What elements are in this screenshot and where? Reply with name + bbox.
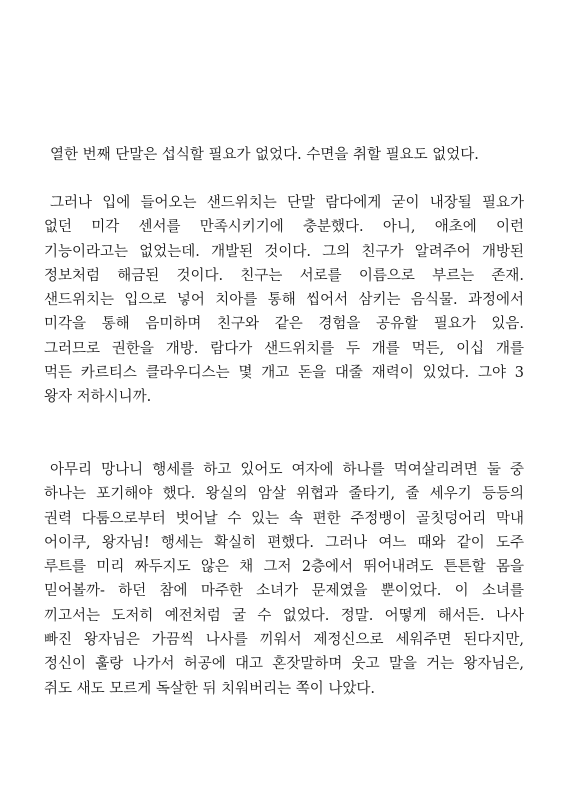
- text-line: 왕자 저하시니까.: [44, 389, 152, 406]
- text-line: 정보처럼 해금된 것이다. 친구는 서로를 이름으로 부르는 존재.: [44, 267, 524, 284]
- text-line: 어이쿠, 왕자님! 행세는 확실히 편했다. 그러나 여느 때와 같이 도주: [44, 534, 524, 551]
- text-line: 믿어볼까- 하던 참에 마주한 소녀가 문제였을 뿐이었다. 이 소녀를: [44, 583, 524, 600]
- text-line: 빠진 왕자님은 가끔씩 나사를 끼워서 제정신으로 세워주면 된다지만,: [44, 632, 524, 649]
- text-line: 열한 번째 단말은 섭식할 필요가 없었다. 수면을 취할 필요도 없었다.: [50, 147, 479, 163]
- text-line: 그러나 입에 들어오는 샌드위치는 단말 람다에게 굳이 내장될 필요가: [50, 195, 524, 211]
- text-line: 권력 다툼으로부터 벗어날 수 있는 속 편한 주정뱅이 골칫덩어리 막내: [44, 510, 524, 527]
- text-line: 하나는 포기해야 했다. 왕실의 암살 위협과 줄타기, 줄 세우기 등등의: [44, 486, 524, 503]
- text-line: 먹든 카르티스 클라우디스는 몇 개고 돈을 대줄 재력이 있었다. 그야 3: [44, 365, 524, 382]
- text-line: 끼고서는 도저히 예전처럼 굴 수 없었다. 정말. 어떻게 해서든. 나사: [44, 607, 524, 624]
- text-line: 그러므로 권한을 개방. 람다가 샌드위치를 두 개를 먹든, 이십 개를: [44, 340, 524, 357]
- text-line: 샌드위치는 입으로 넣어 치아를 통해 씹어서 삼키는 음식물. 과정에서: [44, 292, 524, 309]
- paragraph-3: [44, 458, 524, 701]
- paragraph-2: [44, 191, 524, 410]
- text-line: 기능이라고는 없었는데. 개발된 것이다. 그의 친구가 알려주어 개방된: [44, 243, 524, 260]
- text-line: 쥐도 새도 모르게 독살한 뒤 치워버리는 쪽이 나았다.: [44, 680, 376, 697]
- text-line: 루트를 미리 짜두지도 않은 채 그저 2층에서 뛰어내려도 튼튼할 몸을: [44, 559, 524, 576]
- text-line: 아무리 망나니 행세를 하고 있어도 여자에 하나를 먹여살리려면 둘 중: [50, 462, 524, 478]
- text-line: 정신이 훌랑 나가서 허공에 대고 혼잣말하며 웃고 말을 거는 왕자님은,: [44, 656, 524, 673]
- text-line: 없던 미각 센서를 만족시키기에 충분했다. 아니, 애초에 이런: [44, 219, 524, 236]
- text-line: 미각을 통해 음미하며 친구와 같은 경험을 공유할 필요가 있음.: [44, 316, 524, 333]
- paragraph-1: [44, 143, 524, 167]
